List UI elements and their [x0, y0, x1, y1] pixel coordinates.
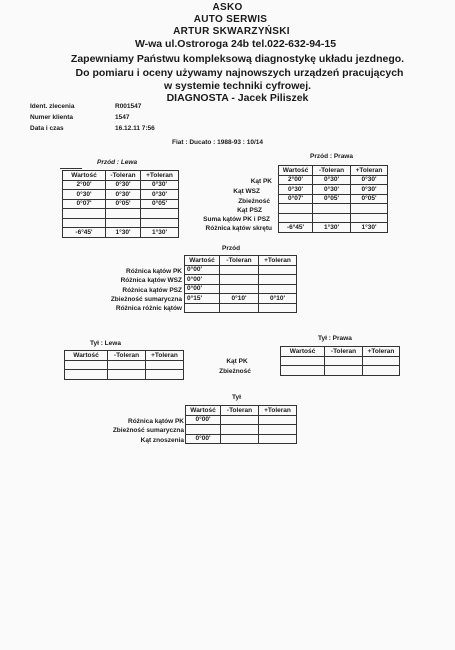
- client-value: 1547: [115, 114, 130, 121]
- company-owner: ARTUR SKWARZYŃSKI: [173, 26, 290, 37]
- cell: [351, 204, 388, 214]
- cell: 2°00': [63, 180, 106, 190]
- company-name: ASKO: [212, 2, 243, 13]
- table-header-row: [186, 406, 297, 416]
- col-minus-header: -Toleran: [220, 256, 259, 266]
- label-roznica-psz: Różnica kątów PSZ: [122, 287, 182, 294]
- col-plus-header: +Toleran: [351, 166, 388, 176]
- cell: 0°00': [186, 434, 221, 444]
- label-roznica-pk: Różnica kątów PK: [126, 268, 182, 275]
- label-kat-wsz: Kąt WSZ: [233, 188, 260, 195]
- cell: 0°05': [141, 199, 179, 209]
- cell: [221, 434, 259, 444]
- col-minus-header: -Toleran: [221, 406, 259, 416]
- cell: 0°00': [185, 284, 220, 294]
- vehicle-info: Fiat : Ducato : 1988-93 : 10/14: [172, 139, 264, 146]
- front-summary-table: [184, 255, 297, 313]
- cell: [279, 213, 313, 223]
- cell: 0°30': [141, 190, 179, 200]
- table-row: [279, 213, 388, 223]
- col-value-header: Wartość: [185, 256, 220, 266]
- table-row: [279, 175, 388, 185]
- cell: 0°00': [185, 275, 220, 285]
- cell: 0°30': [141, 180, 179, 190]
- rear-summary-table: [185, 405, 297, 444]
- col-minus-header: -Toleran: [106, 171, 141, 181]
- cell: 1°30': [351, 223, 388, 233]
- table-header-row: [279, 166, 388, 176]
- cell: [221, 425, 259, 435]
- cell: 2°00': [279, 175, 313, 185]
- front-right-title: Przód : Prawa: [310, 153, 353, 160]
- table-row: [281, 366, 400, 376]
- table-row: [186, 415, 297, 425]
- cell: [259, 265, 297, 275]
- col-value-header: Wartość: [65, 351, 108, 361]
- col-value-header: Wartość: [279, 166, 313, 176]
- slogan-line-2: Do pomiaru i oceny używamy najnowszych urządzeń pracujących: [75, 67, 404, 79]
- front-right-table: [278, 165, 388, 233]
- cell: 1°30': [313, 223, 351, 233]
- cell: 0°00': [185, 265, 220, 275]
- table-header-row: [63, 171, 179, 181]
- rear-label-kat-pk: Kąt PK: [226, 358, 248, 365]
- table-row: [279, 194, 388, 204]
- cell: 0°05': [106, 199, 141, 209]
- label-kat-psz: Kąt PSZ: [237, 207, 262, 214]
- cell: [221, 415, 259, 425]
- cell: [259, 415, 297, 425]
- cell: [351, 213, 388, 223]
- label-zbieznosc: Zbieżność: [238, 198, 270, 205]
- cell: 0°10': [259, 294, 297, 304]
- cell: [313, 204, 351, 214]
- table-row: [281, 356, 400, 366]
- table-row: [65, 370, 184, 380]
- cell: 0°15': [185, 294, 220, 304]
- table-row: [185, 294, 297, 304]
- front-summary-title: Przód: [222, 245, 241, 252]
- label-roznica-roznic: Różnica różnic kątów: [115, 305, 182, 312]
- cell: [106, 209, 141, 219]
- table-row: [63, 228, 179, 238]
- cell: [220, 275, 259, 285]
- company-address: W-wa ul.Ostroroga 24b tel.022-632-94-15: [134, 38, 337, 50]
- table-header-row: [65, 351, 184, 361]
- col-value-header: Wartość: [281, 347, 325, 357]
- cell: [259, 425, 297, 435]
- cell: [259, 284, 297, 294]
- label-suma-pk-psz: Suma kątów PK i PSZ: [203, 216, 270, 223]
- label-zbieznosc-sumaryczna: Zbieżność sumaryczna: [110, 296, 182, 303]
- cell: [185, 303, 220, 313]
- rear-right-table: [280, 346, 400, 376]
- cell: [220, 284, 259, 294]
- cell: [313, 213, 351, 223]
- table-row: [185, 275, 297, 285]
- order-value: R001547: [115, 103, 142, 110]
- label-kat-pk: Kąt PK: [250, 178, 272, 185]
- cell: [63, 209, 106, 219]
- cell: 0°30': [106, 190, 141, 200]
- label-rear-roznica-pk: Różnica kątów PK: [128, 418, 184, 425]
- cell: [279, 204, 313, 214]
- cell: 0°30': [351, 185, 388, 195]
- rear-summary-title: Tył: [232, 394, 241, 401]
- cell: [259, 303, 297, 313]
- cell: 0°30': [351, 175, 388, 185]
- table-row: [63, 180, 179, 190]
- col-value-header: Wartość: [63, 171, 106, 181]
- front-left-table: [62, 170, 179, 238]
- table-row: [63, 209, 179, 219]
- date-label: Data i czas: [30, 125, 64, 132]
- slogan-line-3: w systemie techniki cyfrowej.: [163, 80, 312, 92]
- cell: 0°30': [63, 190, 106, 200]
- table-header-row: [185, 256, 297, 266]
- cell: 0°30': [279, 185, 313, 195]
- client-label: Numer klienta: [30, 114, 73, 121]
- col-plus-header: +Toleran: [363, 347, 400, 357]
- diagnostician: DIAGNOSTA - Jacek Piliszek: [166, 92, 309, 104]
- table-row: [185, 284, 297, 294]
- cell: [106, 218, 141, 228]
- table-row: [65, 360, 184, 370]
- cell: 0°05': [351, 194, 388, 204]
- table-row: [63, 190, 179, 200]
- cell: 0°30': [313, 175, 351, 185]
- table-row: [279, 204, 388, 214]
- cell: -6°45': [63, 228, 106, 238]
- label-kat-znoszenia: Kąt znoszenia: [140, 437, 184, 444]
- cell: [186, 425, 221, 435]
- table-row: [186, 434, 297, 444]
- label-roznica-skretu: Różnica kątów skrętu: [205, 225, 272, 232]
- table-row: [185, 265, 297, 275]
- col-minus-header: -Toleran: [313, 166, 351, 176]
- table-row: [63, 199, 179, 209]
- cell: 0°00': [186, 415, 221, 425]
- rear-left-title: Tył : Lewa: [90, 340, 121, 347]
- cell: [141, 209, 179, 219]
- col-plus-header: +Toleran: [146, 351, 184, 361]
- table-header-row: [281, 347, 400, 357]
- cell: 1°30': [106, 228, 141, 238]
- slogan-line-1: Zapewniamy Państwu kompleksową diagnostykę układu jezdnego.: [70, 53, 405, 65]
- table-row: [63, 218, 179, 228]
- cell: [63, 218, 106, 228]
- rear-left-table: [64, 350, 184, 380]
- cell: 0°30': [106, 180, 141, 190]
- cell: [259, 434, 297, 444]
- label-roznica-wsz: Różnica kątów WSZ: [120, 277, 182, 284]
- company-subtitle: AUTO SERWIS: [193, 14, 268, 25]
- cell: 0°10': [220, 294, 259, 304]
- order-label: Ident. zlecenia: [30, 103, 75, 110]
- front-left-underline: [60, 168, 82, 169]
- table-row: [185, 303, 297, 313]
- col-minus-header: -Toleran: [325, 347, 363, 357]
- col-plus-header: +Toleran: [259, 406, 297, 416]
- cell: 0°30': [313, 185, 351, 195]
- col-plus-header: +Toleran: [141, 171, 179, 181]
- table-row: [186, 425, 297, 435]
- table-row: [279, 185, 388, 195]
- cell: 0°07': [279, 194, 313, 204]
- cell: [259, 275, 297, 285]
- table-row: [279, 223, 388, 233]
- cell: [141, 218, 179, 228]
- col-minus-header: -Toleran: [108, 351, 146, 361]
- cell: 0°07': [63, 199, 106, 209]
- cell: -6°45': [279, 223, 313, 233]
- date-value: 16.12.11 7:56: [115, 125, 155, 132]
- rear-right-title: Tył : Prawa: [318, 335, 352, 342]
- front-left-title: Przód : Lewa: [97, 159, 138, 166]
- col-value-header: Wartość: [186, 406, 221, 416]
- col-plus-header: +Toleran: [259, 256, 297, 266]
- cell: [220, 265, 259, 275]
- cell: 0°05': [313, 194, 351, 204]
- cell: 1°30': [141, 228, 179, 238]
- rear-label-zbieznosc: Zbieżność: [219, 368, 251, 375]
- label-rear-zbieznosc-sumaryczna: Zbieżność sumaryczna: [112, 427, 184, 434]
- cell: [220, 303, 259, 313]
